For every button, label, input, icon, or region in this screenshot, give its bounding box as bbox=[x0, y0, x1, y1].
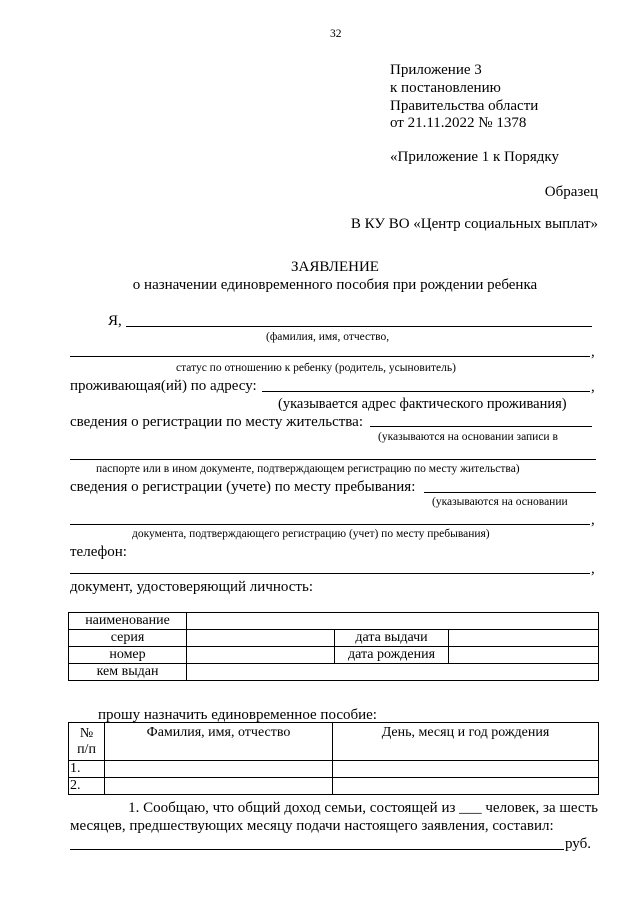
id-series-label: серия bbox=[69, 630, 187, 647]
table-row bbox=[69, 723, 599, 761]
col-header-birth: День, месяц и год рождения bbox=[333, 723, 599, 761]
child-birth-field[interactable] bbox=[333, 778, 599, 795]
table-row bbox=[69, 630, 599, 647]
residence-registration-hint-1: (указываются на основании записи в bbox=[378, 431, 558, 443]
comma: , bbox=[591, 561, 595, 577]
table-row bbox=[69, 778, 599, 795]
col-header-name: Фамилия, имя, отчество bbox=[105, 723, 333, 761]
id-name-field[interactable] bbox=[187, 613, 599, 630]
id-birth-date-field[interactable] bbox=[449, 647, 599, 664]
col-header-number-2: п/п bbox=[77, 742, 96, 757]
request-text: прошу назначить единовременное пособие: bbox=[98, 707, 377, 723]
residence-registration-hint-2: паспорте или в ином документе, подтверждающем регистрацию по месту жительства) bbox=[96, 463, 520, 475]
comma: , bbox=[591, 512, 595, 528]
child-name-field[interactable] bbox=[105, 778, 333, 795]
row-number: 2. bbox=[69, 778, 105, 795]
stay-registration-label: сведения о регистрации (учете) по месту пребывания: bbox=[70, 479, 416, 495]
appendix-line-2: к постановлению bbox=[390, 80, 501, 96]
page-number: 32 bbox=[330, 28, 342, 40]
residence-registration-field-2[interactable] bbox=[70, 459, 596, 460]
table-row bbox=[69, 761, 599, 778]
appendix-to-procedure: «Приложение 1 к Порядку bbox=[390, 149, 559, 165]
child-name-field[interactable] bbox=[105, 761, 333, 778]
id-document-label: документ, удостоверяющий личность: bbox=[70, 579, 313, 595]
table-row bbox=[69, 664, 599, 681]
status-hint: статус по отношению к ребенку (родитель, усыновитель) bbox=[176, 362, 456, 374]
appendix-line-4: от 21.11.2022 № 1378 bbox=[390, 115, 527, 131]
address-field[interactable] bbox=[262, 391, 590, 392]
child-birth-field[interactable] bbox=[333, 761, 599, 778]
document-title: ЗАЯВЛЕНИЕ bbox=[291, 259, 379, 275]
currency-label: руб. bbox=[565, 836, 591, 852]
id-name-label: наименование bbox=[69, 613, 187, 630]
i-label: Я, bbox=[108, 313, 122, 329]
stay-registration-hint-1: (указываются на основании bbox=[432, 496, 568, 508]
id-issued-by-field[interactable] bbox=[187, 664, 599, 681]
income-line-1: 1. Сообщаю, что общий доход семьи, состоящей из ___ человек, за шесть bbox=[128, 800, 598, 816]
stay-registration-field[interactable] bbox=[424, 492, 596, 493]
sample-label: Образец bbox=[544, 184, 598, 200]
residence-registration-label: сведения о регистрации по месту жительства: bbox=[70, 414, 363, 430]
id-number-label: номер bbox=[69, 647, 187, 664]
stay-registration-field-2[interactable] bbox=[70, 524, 590, 525]
address-label: проживающая(ий) по адресу: bbox=[70, 378, 257, 394]
document-subtitle: о назначении единовременного пособия при рождении ребенка bbox=[132, 277, 538, 293]
id-document-table bbox=[68, 612, 599, 681]
income-amount-field[interactable] bbox=[70, 849, 564, 850]
residence-registration-field[interactable] bbox=[370, 426, 592, 427]
phone-label: телефон: bbox=[70, 544, 127, 560]
status-field[interactable] bbox=[70, 356, 590, 357]
comma: , bbox=[591, 379, 595, 395]
addressee: В КУ ВО «Центр социальных выплат» bbox=[350, 216, 598, 232]
children-table bbox=[68, 722, 599, 795]
comma: , bbox=[591, 344, 595, 360]
fio-hint: (фамилия, имя, отчество, bbox=[266, 331, 390, 343]
fio-field[interactable] bbox=[126, 326, 592, 327]
col-header-number bbox=[69, 723, 105, 761]
table-row bbox=[69, 647, 599, 664]
income-line-2: месяцев, предшествующих месяцу подачи настоящего заявления, составил: bbox=[70, 818, 554, 834]
phone-field[interactable] bbox=[70, 573, 590, 574]
stay-registration-hint-2: документа, подтверждающего регистрацию (учет) по месту пребывания) bbox=[132, 528, 490, 540]
appendix-line-3: Правительства области bbox=[390, 98, 539, 114]
id-issued-by-label: кем выдан bbox=[69, 664, 187, 681]
col-header-number-1: № bbox=[79, 726, 94, 741]
table-row bbox=[69, 613, 599, 630]
id-issue-date-label: дата выдачи bbox=[335, 630, 449, 647]
id-series-field[interactable] bbox=[187, 630, 335, 647]
appendix-line-1: Приложение 3 bbox=[390, 62, 482, 78]
id-number-field[interactable] bbox=[187, 647, 335, 664]
id-birth-date-label: дата рождения bbox=[335, 647, 449, 664]
address-hint: (указывается адрес фактического проживания) bbox=[278, 396, 567, 412]
id-issue-date-field[interactable] bbox=[449, 630, 599, 647]
row-number: 1. bbox=[69, 761, 105, 778]
